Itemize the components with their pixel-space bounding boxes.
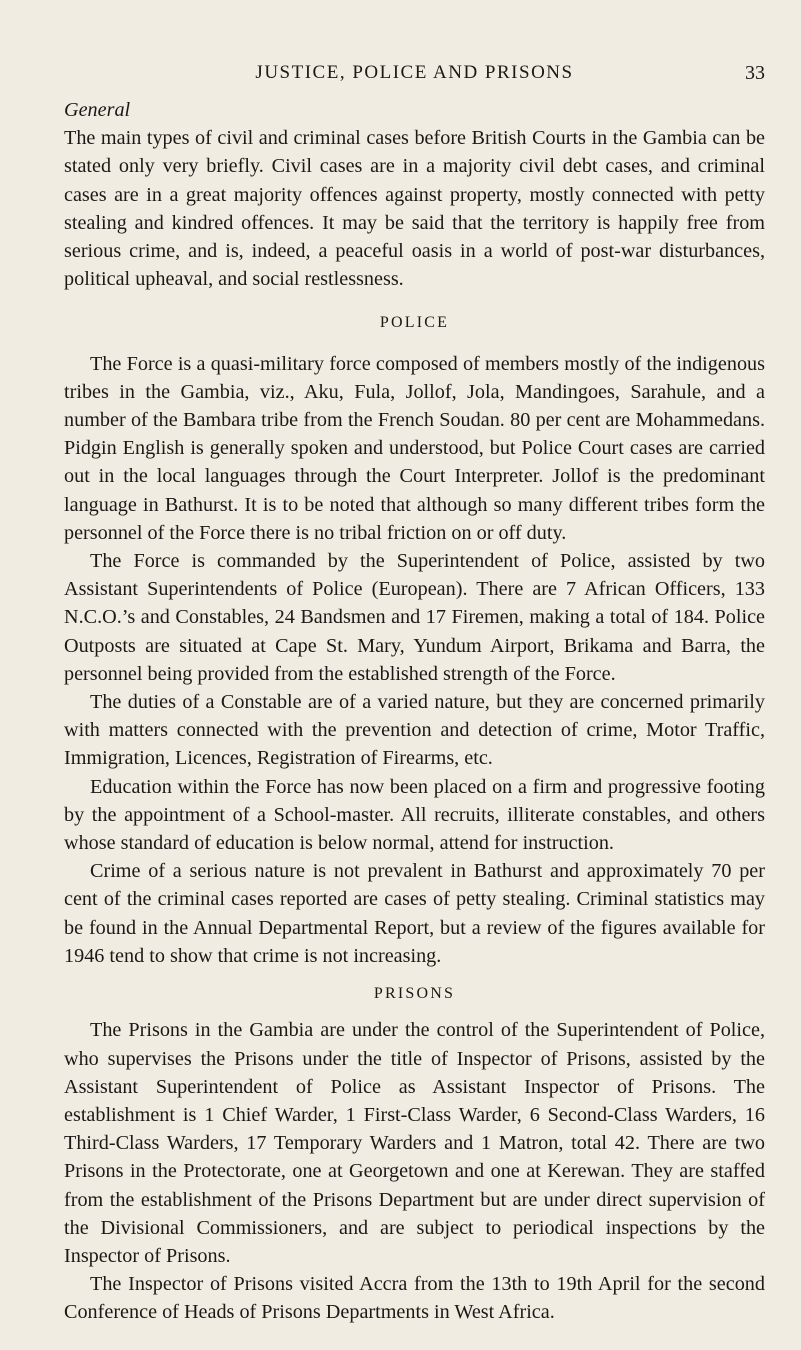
page-content	[64, 96, 765, 1327]
section-label-general: General	[64, 99, 131, 121]
paragraph-police-5: Crime of a serious nature is not prevalent in Bathurst and approximately 70 per cent of the criminal cases reported are cases of petty stealing. Criminal statistics may be found in the Annual Departmental Report, but a review of the figures available for 1946 tend to show that crime is not increasing.	[64, 860, 765, 967]
paragraph-prisons-2: The Inspector of Prisons visited Accra from the 13th to 19th April for the second Conference of Heads of Prisons Departments in West Africa.	[64, 1273, 765, 1324]
running-header	[64, 62, 765, 88]
paragraph-general-1: The main types of civil and criminal cases before British Courts in the Gambia can be stated only very briefly. Civil cases are in a majority civil debt cases, and criminal cases are in a great majority offences against property, mostly connected with petty stealing and kindred offences. It may be said that the territory is happily free from serious crime, and is, indeed, a peaceful oasis in a world of post-war disturbances, political upheaval, and social restlessness.	[64, 127, 765, 291]
running-title: JUSTICE, POLICE AND PRISONS	[255, 62, 574, 83]
paragraph-prisons-1: The Prisons in the Gambia are under the control of the Superintendent of Police, who supervises the Prisons under the title of Inspector of Prisons, assisted by the Assistant Superintendent of Police as Assistant Inspector of Prisons. The establishment is 1 Chief Warder, 1 First-Class Warder, 6 Second-Class Warders, 16 Third-Class Warders, 17 Temporary Warders and 1 Matron, total 42. There are two Prisons in the Protectorate, one at Georgetown and one at Kerewan. They are staffed from the establishment of the Prisons Department but are under direct supervision of the Divisional Commissioners, and are subject to periodical inspections by the Inspector of Prisons.	[64, 1019, 765, 1267]
paragraph-police-1: The Force is a quasi-military force composed of members mostly of the indigenous tribes in the Gambia, viz., Aku, Fula, Jollof, Jola, Mandingoes, Sarahule, and a number of the Bambara tribe from the French Soudan. 80 per cent are Mohammedans. Pidgin English is generally spoken and understood, but Police Court cases are carried out in the local languages through the Court Interpreter. Jollof is the predominant language in Bathurst. It is to be noted that although so many different tribes form the personnel of the Force there is no tribal friction on or off duty.	[64, 352, 765, 544]
section-heading-prisons: PRISONS	[373, 985, 456, 1003]
paragraph-police-3: The duties of a Constable are of a varied nature, but they are concerned primarily with matters connected with the prevention and detection of crime, Motor Traffic, Immigration, Licences, Registration of Firearms, etc.	[64, 691, 765, 770]
paragraph-police-2: The Force is commanded by the Superintendent of Police, assisted by two Assistant Superintendents of Police (European). There are 7 African Officers, 133 N.C.O.’s and Constables, 24 Bandsmen and 17 Firemen, making a total of 184. Police Outposts are situated at Cape St. Mary, Yundum Airport, Brikama and Barra, the personnel being provided from the established strength of the Force.	[64, 550, 765, 685]
page-number: 33	[745, 62, 765, 84]
section-heading-police: POLICE	[379, 314, 450, 332]
paragraph-police-4: Education within the Force has now been placed on a firm and progressive footing by the appointment of a School-master. All recruits, illiterate constables, and others whose standard of education is below normal, attend for instruction.	[64, 775, 765, 855]
